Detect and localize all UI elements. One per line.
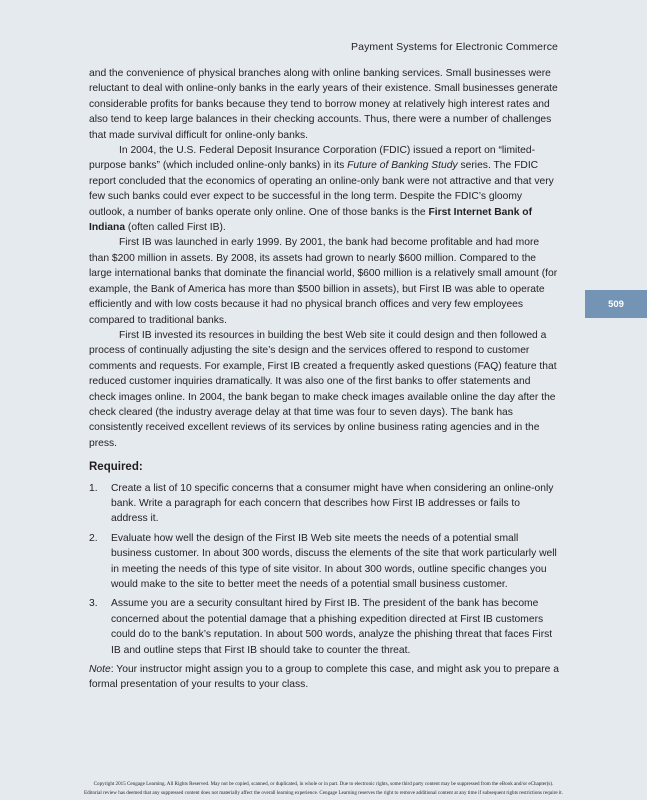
bank-name: First Internet Bank of Indiana <box>89 206 533 234</box>
paragraph-2 <box>89 143 559 235</box>
page-number: 509 <box>608 298 624 310</box>
paragraph-4: First IB invested its resources in building the best Web site it could design and then followed a process of continually adjusting the site’s design and the services offered to respond to customer comments and requests. For example, First IB created a frequently asked questions (FAQ) feature that reduced customer inquiries dramatically. It was also one of the first banks to offer statements and check images online. In 2004, the bank began to make check images available online the day after the check cleared (the industry average delay at that time was four to seven days). The bank has consistently received excellent reviews of its services by online business rating agencies and in the press. <box>89 329 557 449</box>
footer-line-1: Copyright 2015 Cengage Learning. All Rights Reserved. May not be copied, scanned, or duplicated, in whole or in part. Due to electronic rights, some third party content may be suppressed from the eBook and/or eChapter(s). <box>93 781 554 787</box>
note-label: Note <box>89 664 111 676</box>
footer-line-2: Editorial review has deemed that any suppressed content does not materially affect the overall learning experience. Cengage Learning reserves the right to remove additional content at any time if subsequent rights restrictions require it. <box>84 790 563 796</box>
item-text: Assume you are a security consultant hired by First IB. The president of the bank has become concerned about the potential damage that a phishing expedition directed at First IB customers could do to the bank’s reputation. In about 500 words, analyze the phishing threat that faces First IB and outline steps that First IB should take to counter the threat. <box>111 598 553 656</box>
main-content <box>89 66 559 693</box>
paragraph-1: and the convenience of physical branches along with online banking services. Small businesses were reluctant to deal with online-only banks in the early years of their existence. Small businesses generate considerable profits for banks because they tend to borrow money at relatively high interest rates and also tend to keep large balances in their checking accounts. Thus, there were a number of challenges that made survival difficult for online-only banks. <box>89 68 558 141</box>
copyright-footer <box>0 780 647 798</box>
paragraph-2-text-b: series. The FDIC report concluded that the economics of operating an online-only bank were not attractive and that very few such banks could ever expect to be successful in the long term. Despite the FDIC’s gloomy outlook, a number of banks operate only online. One of those banks is the <box>89 160 554 218</box>
required-item-1 <box>89 481 559 527</box>
item-number: 2. <box>89 532 98 544</box>
running-head: Payment Systems for Electronic Commerce <box>351 41 558 53</box>
note-paragraph <box>89 662 559 693</box>
paragraph-3: First IB was launched in early 1999. By 2001, the bank had become profitable and had more than $200 million in assets. By 2008, its assets had grown to nearly $600 million. Compared to the large international banks that dominate the financial world, $600 million is a relatively small amount (for example, the Bank of America has more than $500 billion in assets), but First IB was able to operate efficiently and with low costs because it had no physical branch offices and very few employees compared to traditional banks. <box>89 237 558 326</box>
required-heading: Required: <box>89 461 143 474</box>
paragraph-2-text-a: In 2004, the U.S. Federal Deposit Insurance Corporation (FDIC) issued a report on “limited-purpose banks” (which included online-only banks) in its <box>89 145 536 172</box>
item-number: 3. <box>89 598 98 610</box>
item-text: Create a list of 10 specific concerns that a consumer might have when considering an online-only bank. Write a paragraph for each concern that describes how First IB addresses or fails to address it. <box>111 482 554 525</box>
required-list <box>89 481 559 658</box>
required-item-2 <box>89 531 559 593</box>
paragraph-2-text-c: (often called First IB). <box>125 222 226 234</box>
required-item-3 <box>89 596 559 658</box>
page-number-tab <box>585 290 647 318</box>
item-number: 1. <box>89 482 98 494</box>
study-title: Future of Banking Study <box>347 160 458 172</box>
item-text: Evaluate how well the design of the First IB Web site meets the needs of a potential small business customer. In about 300 words, discuss the elements of the site that work particularly well in meeting the needs of this type of site visitor. In about 300 words, outline specific changes you would make to the site to better meet the needs of a potential small business customer. <box>111 532 557 590</box>
note-text: : Your instructor might assign you to a group to complete this case, and might ask you to prepare a formal presentation of your results to your class. <box>89 664 559 691</box>
